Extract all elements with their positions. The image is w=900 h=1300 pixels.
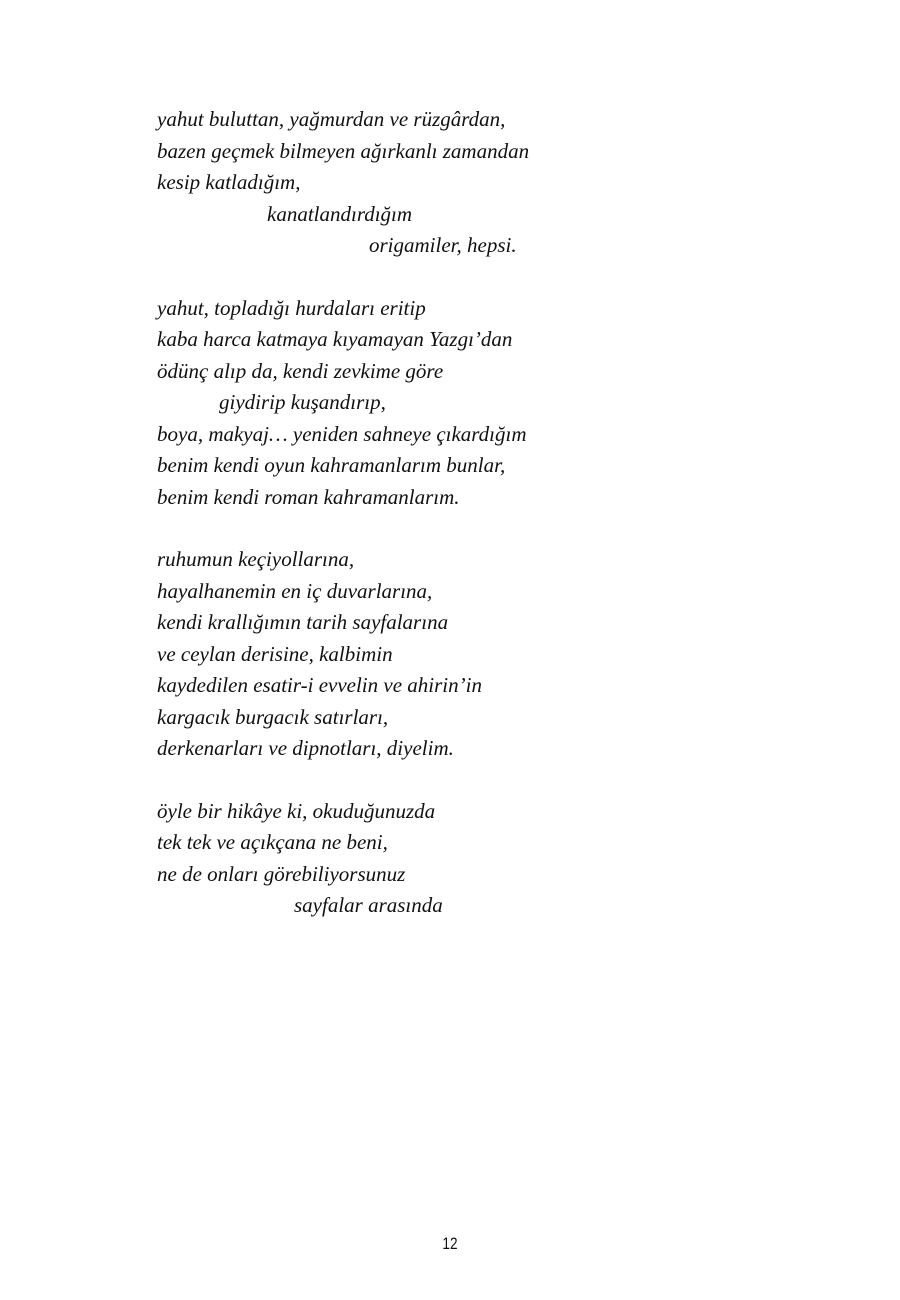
poem-line: öyle bir hikâye ki, okuduğunuzda (157, 798, 436, 823)
poem-line: hayalhanemin en iç duvarlarına, (157, 578, 433, 603)
poem-line: kargacık burgacık satırları, (157, 704, 389, 729)
poem-line: yahut, topladığı hurdaları eritip (157, 295, 426, 320)
poem-line: kaba harca katmaya kıyamayan Yazgı’dan (157, 327, 513, 351)
poem-line: ödünç alıp da, kendi zevkime göre (157, 358, 444, 383)
poem-line: tek tek ve açıkçana ne beni, (157, 830, 388, 854)
page-number: 12 (442, 1234, 458, 1253)
stanza-3 (157, 544, 857, 765)
poem-line: kesip katladığım, (157, 170, 301, 194)
poem-line: ve ceylan derisine, kalbimin (157, 641, 393, 666)
poem-line-indented: giydirip kuşandırıp, (219, 390, 386, 414)
poem (157, 104, 857, 953)
poem-line: kaydedilen esatir-i evvelin ve ahirin’in (157, 673, 482, 697)
poem-line-indented: sayfalar arasında (294, 893, 443, 917)
stanza-1 (157, 104, 857, 262)
poem-line: boya, makyaj… yeniden sahneye çıkardığım (157, 421, 527, 446)
poem-line: ruhumun keçiyollarına, (157, 547, 355, 571)
poem-line: bazen geçmek bilmeyen ağırkanlı zamandan (157, 138, 530, 163)
poem-line: benim kendi oyun kahramanlarım bunlar, (157, 453, 506, 477)
poem-line: kendi krallığımın tarih sayfalarına (157, 610, 449, 634)
poem-line: ne de onları görebiliyorsunuz (157, 861, 406, 886)
poem-line: benim kendi roman kahramanlarım. (157, 484, 460, 509)
poem-line: yahut buluttan, yağmurdan ve rüzgârdan, (157, 107, 506, 131)
stanza-2 (157, 293, 857, 514)
poem-line-indented: origamiler, hepsi. (369, 233, 517, 257)
poem-line-indented: kanatlandırdığım (267, 201, 413, 226)
poem-line: derkenarları ve dipnotları, diyelim. (157, 736, 454, 760)
stanza-4 (157, 796, 857, 922)
